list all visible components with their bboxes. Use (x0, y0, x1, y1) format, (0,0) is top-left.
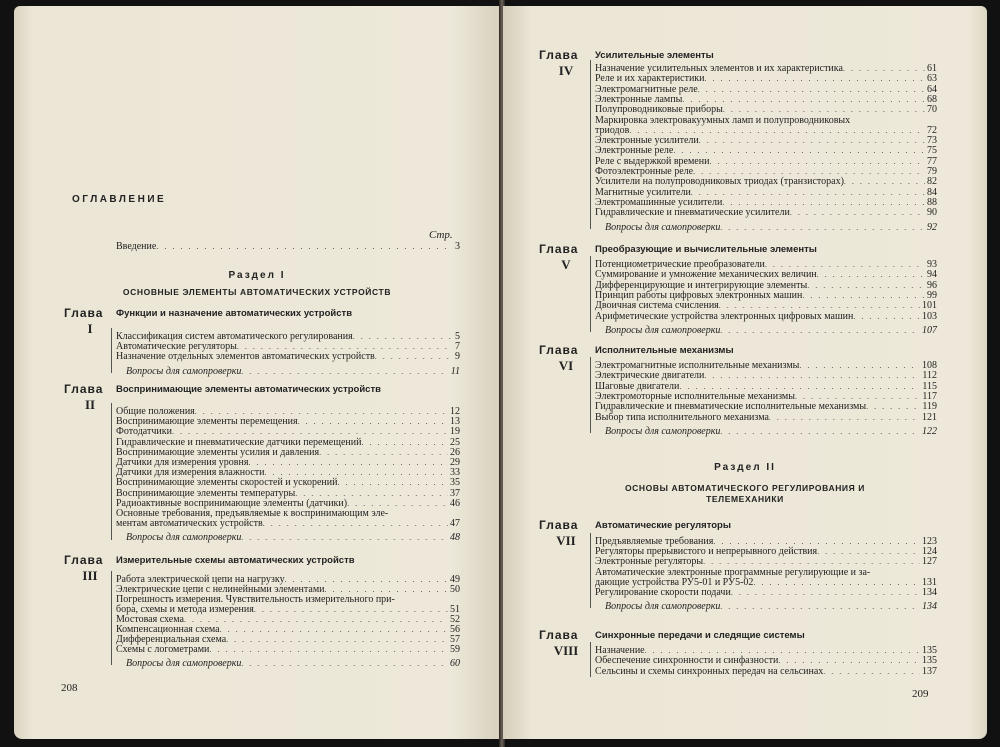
leader-dots (353, 332, 453, 342)
chapter-number: II (84, 397, 96, 412)
entry-title: Воспринимающие элементы усилия и давления (116, 446, 320, 458)
entry-title: Вопросы для самопроверки (605, 324, 721, 336)
entry-page: 137 (922, 665, 937, 677)
chapter-rule (590, 357, 591, 433)
entry-title: Назначение усилительных элементов и их характеристика (595, 63, 843, 74)
toc-entry[interactable] (595, 116, 937, 126)
toc-entry[interactable] (595, 301, 937, 311)
toc-entry[interactable] (595, 402, 937, 412)
entry-title: Общие положения (116, 406, 195, 417)
entry-title: Основные требования, предъявляемые к воспринимающим эле- (116, 508, 389, 519)
entry-title: Назначение отдельных элементов автоматических устройств (116, 351, 375, 363)
entry-title: Погрешность измерения. Чувствительность измерительного при- (116, 594, 395, 605)
entry-page: 51 (450, 604, 460, 615)
entry-page: 75 (927, 145, 937, 157)
entry-page: 77 (927, 155, 937, 167)
chapter-title[interactable]: Автоматические регуляторы (595, 520, 731, 531)
entry-title: Регуляторы прерывистого и непрерывного действия (595, 546, 818, 558)
leader-dots (263, 519, 448, 529)
entry-title: Реле с выдержкой времени (595, 155, 710, 167)
entry-title: Автоматические электронные программные регулирующие и за- (595, 566, 871, 578)
chapter-label: Глава (539, 343, 579, 357)
page-number: 209 (912, 688, 929, 700)
toc-entry[interactable] (595, 105, 937, 115)
leader-dots (790, 208, 925, 218)
entry-title: Электромагнитные исполнительные механизмы (595, 360, 800, 371)
toc-entry[interactable] (595, 208, 937, 218)
part-label: Раздел I (228, 270, 286, 281)
toc-entry-review[interactable] (595, 326, 937, 336)
entry-page: 9 (455, 351, 460, 363)
toc-entry[interactable] (595, 656, 937, 666)
toc-heading: ОГЛАВЛЕНИЕ (72, 194, 167, 205)
leader-dots (705, 74, 925, 84)
entry-title: Полупроводниковые приборы (595, 104, 723, 116)
entry-page: 122 (922, 425, 937, 437)
entry-page: 134 (922, 587, 937, 598)
entry-title: Вопросы для самопроверки (605, 601, 721, 613)
leader-dots (673, 146, 925, 156)
right-page (503, 6, 987, 739)
chapter-title[interactable]: Синхронные передачи и следящие системы (595, 630, 805, 641)
leader-dots (298, 417, 448, 427)
leader-dots (769, 413, 920, 423)
entry-page: 49 (450, 574, 460, 585)
leader-dots (719, 301, 920, 311)
page-column-label: Стр. (429, 229, 453, 241)
entry-page: 52 (450, 614, 460, 625)
chapter-label: Глава (64, 553, 104, 567)
leader-dots (691, 188, 925, 198)
entry-title: Работа электрической цепи на нагрузку (116, 574, 285, 585)
entry-title: Мостовая схема (116, 614, 184, 625)
entry-title: Потенциометрические преобразователи (595, 259, 765, 270)
entry-title: Реле и их характеристики (595, 73, 705, 85)
chapter-title[interactable]: Измерительные схемы автоматических устройств (116, 555, 355, 566)
entry-page: 19 (450, 426, 460, 438)
entry-title: Электронные регуляторы (595, 556, 704, 568)
entry-page: 33 (450, 467, 460, 479)
entry-title: Суммирование и умножение механических величин (595, 269, 817, 281)
toc-entry[interactable] (116, 427, 460, 437)
entry-title: Вопросы для самопроверки (605, 221, 721, 233)
entry-title: Электромашинные усилители (595, 196, 723, 208)
leader-dots (720, 427, 920, 437)
leader-dots (156, 242, 453, 252)
entry-page: 123 (922, 536, 937, 547)
toc-entry-review[interactable] (116, 659, 460, 669)
entry-page: 92 (927, 221, 937, 233)
leader-dots (720, 602, 920, 612)
entry-title: Обеспечение синхронности и синфазности (595, 655, 779, 667)
leader-dots (802, 291, 925, 301)
chapter-label: Глава (64, 306, 104, 320)
leader-dots (184, 615, 448, 625)
entry-title: Электромоторные исполнительные механизмы (595, 390, 795, 402)
leader-dots (241, 367, 448, 377)
entry-page: 5 (455, 331, 460, 342)
chapter-label: Глава (64, 382, 104, 396)
chapter-label: Глава (539, 518, 579, 532)
entry-title: Принцип работы цифровых электронных машин (595, 289, 803, 301)
entry-page: 108 (922, 360, 937, 371)
chapter-rule (590, 256, 591, 332)
leader-dots (799, 361, 920, 371)
leader-dots (723, 105, 925, 115)
entry-title: Вопросы для самопроверки (126, 532, 242, 544)
entry-title: Маркировка электровакуумных ламп и полупроводниковых (595, 114, 851, 126)
entry-page: 11 (450, 365, 460, 377)
chapter-rule (590, 642, 591, 677)
entry-title: триодов (595, 124, 630, 136)
entry-title: Электрические цепи с нелинейными элементами (116, 584, 325, 595)
leader-dots (866, 402, 920, 412)
entry-page: 37 (450, 487, 460, 499)
leader-dots (807, 281, 925, 291)
entry-title: Классификация систем автоматического регулирования (116, 331, 353, 342)
entry-title: Воспринимающие элементы перемещения (116, 416, 298, 428)
chapter-title[interactable]: Усилительные элементы (595, 50, 714, 61)
part-title: ОСНОВНЫЕ ЭЛЕМЕНТЫ АВТОМАТИЧЕСКИХ УСТРОЙСТВ (122, 287, 392, 297)
chapter-number: VI (558, 358, 574, 373)
entry-page: 93 (927, 259, 937, 270)
leader-dots (254, 605, 448, 615)
entry-title: Регулирование скорости подачи (595, 587, 731, 598)
entry-page: 56 (450, 624, 460, 635)
chapter-title[interactable]: Преобразующие и вычислительные элементы (595, 244, 817, 255)
entry-title: Арифметические устройства электронных цифровых машин (595, 310, 854, 322)
entry-page: 117 (922, 390, 937, 402)
entry-title: Усилители на полупроводниковых триодах (транзисторах) (595, 176, 844, 188)
entry-page: 88 (927, 196, 937, 208)
entry-page: 12 (450, 406, 460, 417)
entry-page: 119 (922, 401, 937, 413)
entry-page: 60 (450, 658, 460, 669)
entry-title: Электромагнитные реле (595, 83, 698, 95)
toc-entry-review[interactable] (116, 367, 460, 377)
entry-page: 47 (450, 518, 460, 530)
toc-entry[interactable] (116, 478, 460, 488)
entry-title: Выбор типа исполнительного механизма (595, 411, 769, 423)
entry-page: 3 (455, 241, 460, 252)
toc-entry[interactable] (595, 270, 937, 280)
toc-entry[interactable] (595, 371, 937, 381)
entry-page: 134 (922, 601, 937, 613)
entry-title: Введение (116, 241, 157, 252)
toc-entry[interactable] (595, 74, 937, 84)
chapter-title[interactable]: Функции и назначение автоматических устройств (116, 308, 353, 319)
leader-dots (248, 458, 448, 468)
entry-title: Автоматические регуляторы (116, 341, 237, 353)
entry-title: Фотоэлектронные реле (595, 166, 694, 177)
leader-dots (731, 588, 920, 598)
entry-title: Фотодатчики (116, 426, 172, 438)
entry-page: 135 (922, 645, 937, 656)
toc-entry[interactable] (595, 413, 937, 423)
chapter-title[interactable]: Исполнительные механизмы (595, 345, 734, 356)
chapter-label: Глава (539, 48, 579, 62)
entry-page: 94 (927, 269, 937, 281)
leader-dots (172, 427, 448, 437)
left-page (14, 6, 500, 739)
entry-title: Предъявляемые требования (595, 536, 714, 547)
leader-dots (704, 371, 920, 381)
entry-title: Электронные лампы (595, 93, 683, 105)
entry-page: 72 (927, 124, 937, 136)
entry-page: 13 (450, 416, 460, 428)
leader-dots (720, 223, 925, 233)
entry-title: Гидравлические и пневматические усилители (595, 207, 790, 219)
chapter-rule (111, 571, 112, 665)
entry-page: 63 (927, 73, 937, 85)
leader-dots (361, 438, 448, 448)
leader-dots (319, 448, 448, 458)
toc-entry-review[interactable] (116, 533, 460, 543)
toc-entry[interactable] (595, 146, 937, 156)
entry-title: ментам автоматических устройств (116, 518, 263, 530)
part-label: Раздел II (714, 462, 776, 473)
toc-entry-review[interactable] (595, 223, 937, 233)
leader-dots (709, 157, 925, 167)
leader-dots (337, 478, 448, 488)
entry-page: 90 (927, 207, 937, 219)
leader-dots (698, 85, 925, 95)
leader-dots (843, 64, 925, 74)
chapter-rule (590, 533, 591, 608)
entry-title: Воспринимающие элементы скоростей и ускорений (116, 477, 338, 489)
entry-title: Шаговые двигатели (595, 380, 680, 392)
leader-dots (241, 659, 448, 669)
toc-entry[interactable] (595, 177, 937, 187)
entry-title: Электронные усилители (595, 135, 699, 147)
leader-dots (226, 635, 448, 645)
entry-page: 29 (450, 457, 460, 468)
entry-page: 103 (922, 310, 937, 322)
toc-entry[interactable] (116, 352, 460, 362)
leader-dots (209, 645, 448, 655)
toc-entry[interactable] (116, 645, 460, 655)
chapter-rule (111, 403, 112, 540)
entry-page: 82 (927, 176, 937, 188)
entry-title: Компенсационная схема (116, 624, 220, 635)
toc-entry[interactable] (595, 667, 937, 677)
entry-title: дающие устройства РУ5-01 и РУ5-02 (595, 576, 754, 588)
entry-page: 46 (450, 497, 460, 509)
entry-title: Вопросы для самопроверки (126, 365, 242, 377)
chapter-number: I (87, 321, 93, 336)
entry-title: Датчики для измерения влажности (116, 467, 265, 479)
leader-dots (241, 533, 448, 543)
chapter-rule (111, 328, 112, 373)
toc-entry-intro[interactable] (116, 242, 460, 252)
entry-page: 26 (450, 446, 460, 458)
entry-title: Магнитные усилители (595, 186, 691, 198)
entry-page: 50 (450, 584, 460, 595)
leader-dots (844, 177, 925, 187)
page-number: 208 (61, 682, 78, 694)
leader-dots (220, 625, 448, 635)
entry-title: Электронные реле (595, 145, 674, 157)
leader-dots (753, 578, 920, 588)
leader-dots (853, 312, 920, 322)
entry-page: 64 (927, 83, 937, 95)
entry-page: 70 (927, 104, 937, 116)
entry-page: 25 (450, 436, 460, 448)
entry-page: 35 (450, 477, 460, 489)
chapter-number: VIII (553, 643, 579, 658)
entry-page: 48 (450, 532, 460, 544)
entry-page: 57 (450, 634, 460, 645)
entry-page: 84 (927, 186, 937, 198)
leader-dots (823, 667, 920, 677)
entry-page: 131 (922, 576, 937, 588)
entry-title: Сельсины и схемы синхронных передач на сельсинах (595, 665, 824, 677)
entry-page: 99 (927, 289, 937, 301)
entry-page: 96 (927, 279, 937, 291)
entry-title: бора, схемы и метода измерения (116, 604, 254, 615)
entry-page: 127 (922, 556, 937, 568)
part-title: ОСНОВЫ АВТОМАТИЧЕСКОГО РЕГУЛИРОВАНИЯ И ТЕЛЕМЕХАНИКИ (624, 483, 866, 504)
entry-title: Схемы с логометрами (116, 644, 210, 655)
entry-page: 115 (922, 380, 937, 392)
leader-dots (817, 270, 925, 280)
entry-title: Воспринимающие элементы температуры (116, 487, 296, 499)
chapter-label: Глава (539, 242, 579, 256)
toc-entry[interactable] (595, 557, 937, 567)
chapter-number: IV (558, 63, 574, 78)
leader-dots (699, 136, 925, 146)
chapter-number: III (82, 568, 98, 583)
leader-dots (375, 352, 453, 362)
chapter-title[interactable]: Воспринимающие элементы автоматических устройств (116, 384, 381, 395)
leader-dots (720, 326, 920, 336)
entry-title: Вопросы для самопроверки (605, 425, 721, 437)
entry-page: 101 (922, 300, 937, 312)
entry-page: 68 (927, 93, 937, 105)
entry-title: Назначение (595, 645, 645, 656)
entry-page: 135 (922, 655, 937, 667)
entry-title: Датчики для измерения уровня (116, 457, 249, 468)
toc-entry[interactable] (595, 588, 937, 598)
toc-entry[interactable] (595, 312, 937, 322)
entry-page: 73 (927, 135, 937, 147)
leader-dots (817, 547, 920, 557)
toc-entry-review[interactable] (595, 602, 937, 612)
entry-title: Дифференциальная схема (116, 634, 227, 645)
entry-title: Вопросы для самопроверки (126, 658, 242, 669)
entry-title: Гидравлические и пневматические датчики перемещений (116, 436, 362, 448)
entry-page: 107 (922, 324, 937, 336)
entry-page: 61 (927, 63, 937, 74)
leader-dots (703, 557, 920, 567)
chapter-rule (590, 60, 591, 229)
entry-page: 7 (455, 341, 460, 353)
entry-title: Гидравлические и пневматические исполнительные механизмы (595, 401, 867, 413)
entry-page: 121 (922, 411, 937, 423)
leader-dots (778, 656, 920, 666)
entry-title: Электрические двигатели (595, 370, 705, 382)
entry-page: 59 (450, 644, 460, 655)
entry-title: Двоичная система счисления (595, 300, 719, 312)
entry-title: Радиоактивные воспринимающие элементы (датчики) (116, 497, 348, 509)
chapter-number: V (561, 257, 571, 272)
entry-page: 79 (927, 166, 937, 177)
toc-entry[interactable] (116, 519, 460, 529)
chapter-label: Глава (539, 628, 579, 642)
entry-page: 124 (922, 546, 937, 558)
entry-page: 112 (922, 370, 937, 382)
toc-entry-review[interactable] (595, 427, 937, 437)
chapter-number: VII (556, 533, 576, 548)
entry-title: Дифференцирующие и интегрирующие элементы (595, 279, 808, 291)
